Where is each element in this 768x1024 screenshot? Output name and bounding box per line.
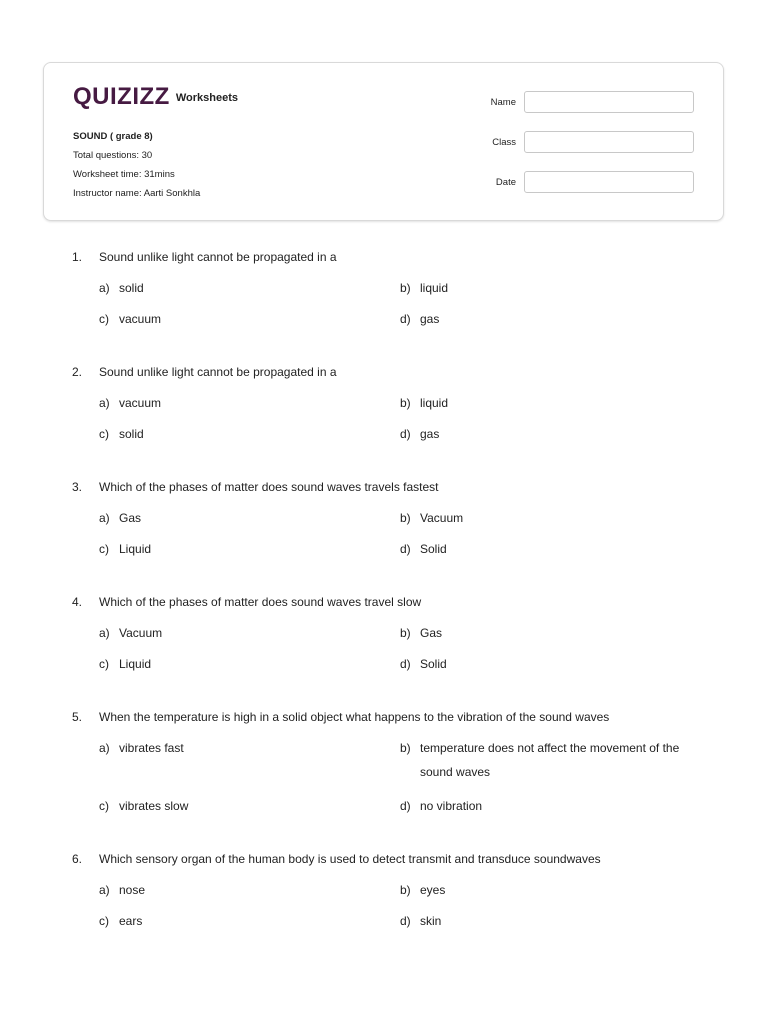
class-label: Class: [492, 136, 516, 148]
option-text: Liquid: [119, 657, 152, 671]
option-letter: c): [99, 312, 109, 326]
option-text: temperature does not affect the movement of the sound waves: [420, 741, 680, 779]
question-number: 2.: [72, 365, 83, 379]
answer-options: [99, 394, 712, 443]
option-a: [99, 394, 400, 412]
question-2: [72, 363, 712, 443]
name-label: Name: [490, 96, 516, 108]
question-stem: [72, 248, 712, 266]
name-field-row: [464, 91, 694, 113]
answer-options: [99, 279, 712, 328]
option-letter: b): [400, 741, 411, 755]
option-d: [400, 540, 700, 558]
option-a: [99, 279, 400, 297]
question-stem: [72, 363, 712, 381]
option-letter: a): [99, 511, 110, 525]
question-text: Sound unlike light cannot be propagated in a: [99, 365, 337, 379]
question-text: Sound unlike light cannot be propagated in a: [99, 250, 337, 264]
option-text: skin: [420, 914, 442, 928]
question-1: [72, 248, 712, 328]
option-letter: b): [400, 511, 411, 525]
option-d: [400, 425, 700, 443]
worksheet-header: [43, 62, 724, 221]
answer-options: [99, 739, 712, 815]
option-text: liquid: [420, 396, 449, 410]
class-field-row: [464, 131, 694, 153]
option-a: [99, 509, 400, 527]
worksheet-meta: [73, 127, 200, 203]
option-letter: d): [400, 799, 411, 813]
question-number: 3.: [72, 480, 83, 494]
option-letter: c): [99, 914, 109, 928]
option-letter: d): [400, 312, 411, 326]
answer-options: [99, 881, 712, 930]
option-d: [400, 655, 700, 673]
question-text: Which sensory organ of the human body is used to detect transmit and transduce soundwaves: [99, 852, 601, 866]
product-name: Worksheets: [175, 92, 238, 104]
option-d: [400, 310, 700, 328]
option-c: [99, 540, 400, 558]
option-letter: c): [99, 427, 109, 441]
question-number: 6.: [72, 852, 83, 866]
option-b: [400, 279, 700, 297]
option-letter: a): [99, 396, 110, 410]
option-text: vibrates fast: [119, 741, 184, 755]
question-stem: [72, 850, 712, 868]
quizizz-logo: QUIZIZZ: [73, 83, 170, 110]
question-stem: [72, 708, 712, 726]
option-text: Solid: [420, 657, 447, 671]
question-number: 5.: [72, 710, 83, 724]
worksheet-title: SOUND ( grade 8): [73, 131, 153, 142]
question-3: [72, 478, 712, 558]
option-letter: a): [99, 626, 110, 640]
option-text: Gas: [420, 626, 443, 640]
option-text: solid: [119, 427, 144, 441]
option-letter: d): [400, 657, 411, 671]
option-letter: a): [99, 883, 110, 897]
option-text: vibrates slow: [119, 799, 189, 813]
class-input[interactable]: [524, 131, 694, 153]
question-number: 1.: [72, 250, 83, 264]
option-text: gas: [420, 312, 440, 326]
option-d: [400, 797, 700, 815]
question-5: [72, 708, 712, 815]
option-c: [99, 912, 400, 930]
option-text: Solid: [420, 542, 447, 556]
option-text: solid: [119, 281, 144, 295]
date-label: Date: [495, 176, 516, 188]
option-text: Vacuum: [119, 626, 163, 640]
option-letter: b): [400, 626, 411, 640]
option-c: [99, 797, 400, 815]
option-text: gas: [420, 427, 440, 441]
option-letter: d): [400, 542, 411, 556]
option-letter: d): [400, 427, 411, 441]
option-letter: b): [400, 396, 411, 410]
option-b: [400, 739, 700, 784]
name-input[interactable]: [524, 91, 694, 113]
option-c: [99, 655, 400, 673]
option-d: [400, 912, 700, 930]
worksheet-time: Worksheet time: 31mins: [73, 169, 175, 180]
question-number: 4.: [72, 595, 83, 609]
question-4: [72, 593, 712, 673]
option-c: [99, 310, 400, 328]
date-field-row: [464, 171, 694, 193]
date-input[interactable]: [524, 171, 694, 193]
option-text: ears: [119, 914, 143, 928]
option-b: [400, 394, 700, 412]
option-a: [99, 624, 400, 642]
option-letter: a): [99, 741, 110, 755]
question-6: [72, 850, 712, 930]
option-text: Vacuum: [420, 511, 464, 525]
option-text: Gas: [119, 511, 142, 525]
option-letter: b): [400, 883, 411, 897]
option-letter: a): [99, 281, 110, 295]
option-letter: d): [400, 914, 411, 928]
option-text: liquid: [420, 281, 449, 295]
option-b: [400, 881, 700, 899]
option-a: [99, 739, 400, 784]
question-text: When the temperature is high in a solid object what happens to the vibration of the sound waves: [99, 710, 610, 724]
question-text: Which of the phases of matter does sound waves travel slow: [99, 595, 422, 609]
option-c: [99, 425, 400, 443]
option-text: vacuum: [119, 312, 162, 326]
option-text: nose: [119, 883, 146, 897]
question-stem: [72, 478, 712, 496]
option-b: [400, 624, 700, 642]
option-text: no vibration: [420, 799, 483, 813]
answer-options: [99, 624, 712, 673]
option-letter: b): [400, 281, 411, 295]
question-stem: [72, 593, 712, 611]
instructor-name: Instructor name: Aarti Sonkhla: [73, 188, 201, 199]
total-questions: Total questions: 30: [73, 150, 153, 161]
option-b: [400, 509, 700, 527]
option-letter: c): [99, 657, 109, 671]
option-letter: c): [99, 799, 109, 813]
option-text: vacuum: [119, 396, 162, 410]
option-letter: c): [99, 542, 109, 556]
brand: [73, 84, 238, 110]
option-text: Liquid: [119, 542, 152, 556]
question-list: [72, 248, 712, 965]
option-text: eyes: [420, 883, 446, 897]
answer-options: [99, 509, 712, 558]
question-text: Which of the phases of matter does sound waves travels fastest: [99, 480, 439, 494]
option-a: [99, 881, 400, 899]
